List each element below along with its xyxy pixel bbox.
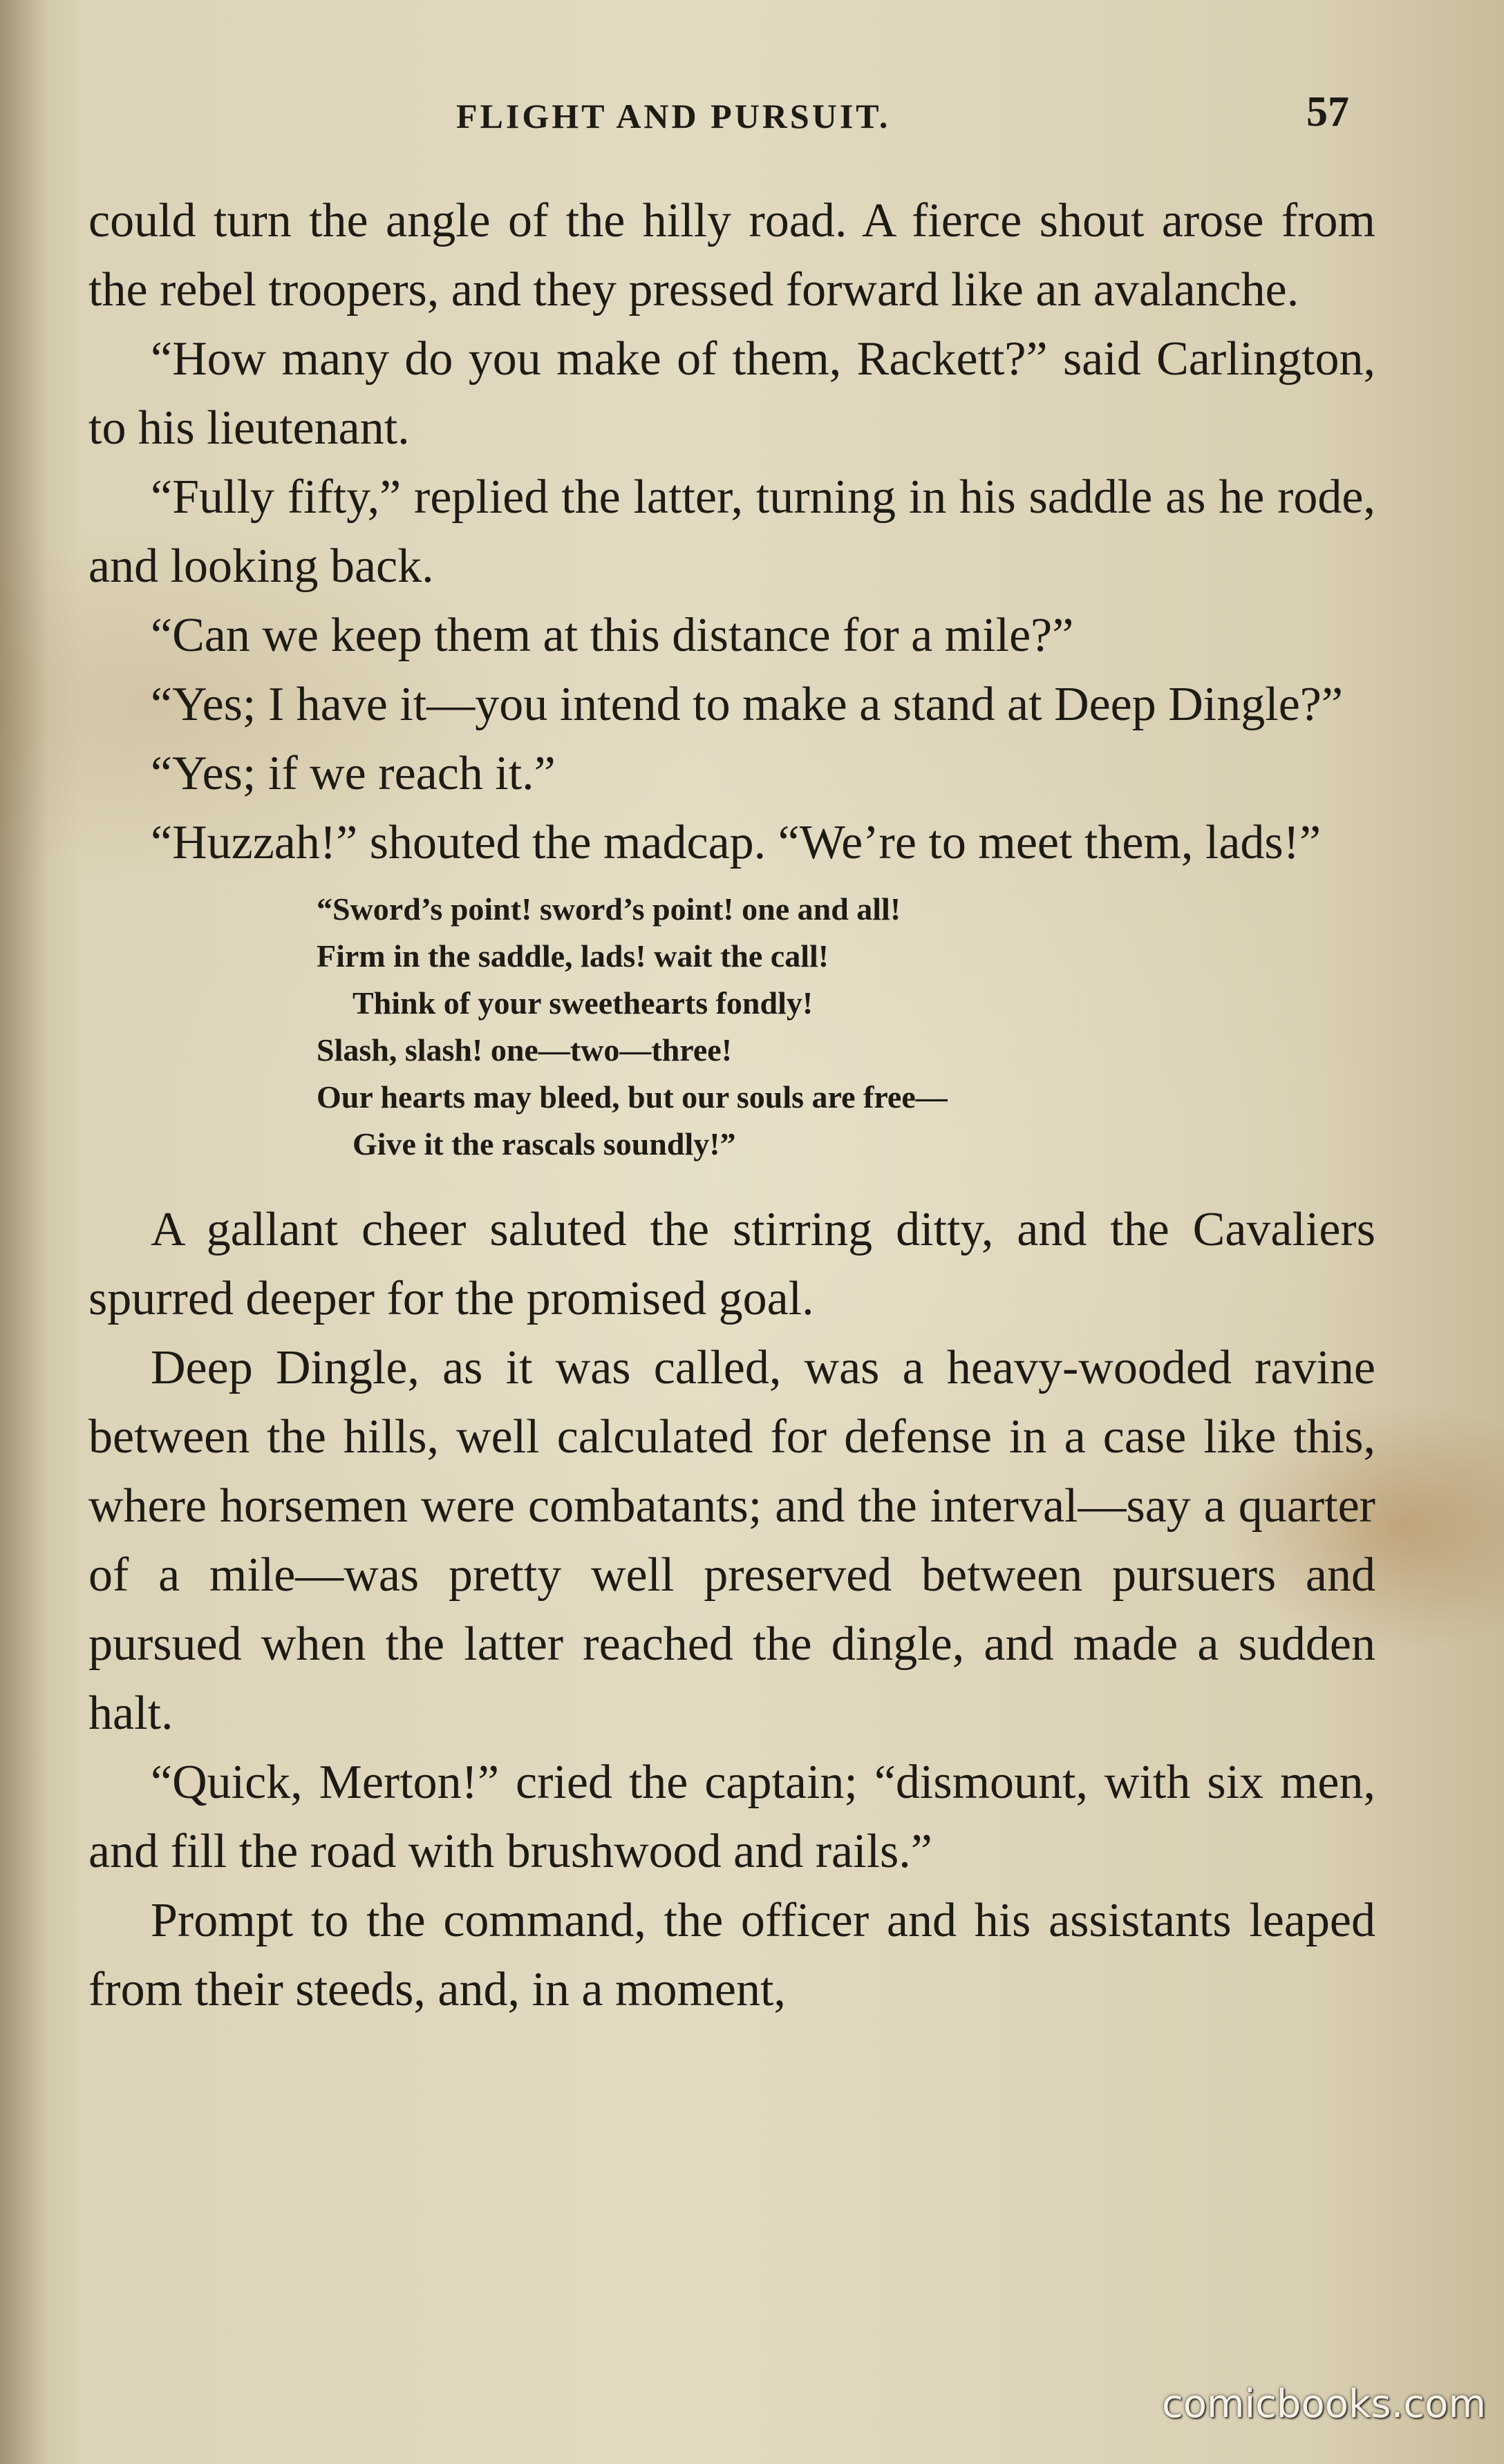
verse-line: Slash, slash! one—two—three! <box>317 1032 733 1068</box>
paragraph: “Can we keep them at this distance for a mile?” <box>151 609 1074 662</box>
verse-line: Our hearts may bleed, but our souls are free— <box>317 1079 948 1115</box>
paragraph: could turn the angle of the hilly road. A fierce shout arose from the rebel troopers, and they pressed forward like an avalanche. <box>88 194 1375 316</box>
running-title: FLIGHT AND PURSUIT. <box>456 97 891 135</box>
paragraph: “Huzzah!” shouted the madcap. “We’re to meet them, lads!” <box>151 816 1322 869</box>
paragraph: A gallant cheer saluted the stirring ditty, and the Cavaliers spurred deeper for the promised goal. <box>88 1203 1375 1325</box>
verse-line: Think of your sweethearts fondly! <box>352 985 814 1021</box>
site-watermark: comicbooks.com <box>1161 2382 1486 2427</box>
body-text <box>88 187 1375 2025</box>
verse-line: Give it the rascals soundly!” <box>352 1126 736 1162</box>
paragraph: Prompt to the command, the officer and his assistants leaped from their steeds, and, in a moment, <box>88 1894 1375 2016</box>
verse-line: Firm in the saddle, lads! wait the call! <box>317 938 829 974</box>
paragraph: Deep Dingle, as it was called, was a heavy-wooded ravine between the hills, well calculated for defense in a case like this, where horsemen were combatants; and the interval—say a quarter of a mile—was pretty well preserved between pursuers and pursued when the latter reached the dingle, and made a sudden halt. <box>88 1341 1375 1740</box>
paragraph: “How many do you make of them, Rackett?” said Carlington, to his lieutenant. <box>88 332 1375 455</box>
page-number: 57 <box>1306 88 1349 135</box>
gutter-shadow <box>0 0 48 2464</box>
paragraph: “Fully fifty,” replied the latter, turning in his saddle as he rode, and looking back. <box>88 471 1375 593</box>
song-verse <box>88 886 1375 1168</box>
paragraph: “Yes; if we reach it.” <box>151 747 556 800</box>
verse-line: “Sword’s point! sword’s point! one and all! <box>317 891 901 927</box>
paragraph: “Quick, Merton!” cried the captain; “dismount, with six men, and fill the road with brushwood and rails.” <box>88 1756 1375 1878</box>
running-head <box>0 88 1504 144</box>
paragraph: “Yes; I have it—you intend to make a stand at Deep Dingle?” <box>151 678 1343 731</box>
